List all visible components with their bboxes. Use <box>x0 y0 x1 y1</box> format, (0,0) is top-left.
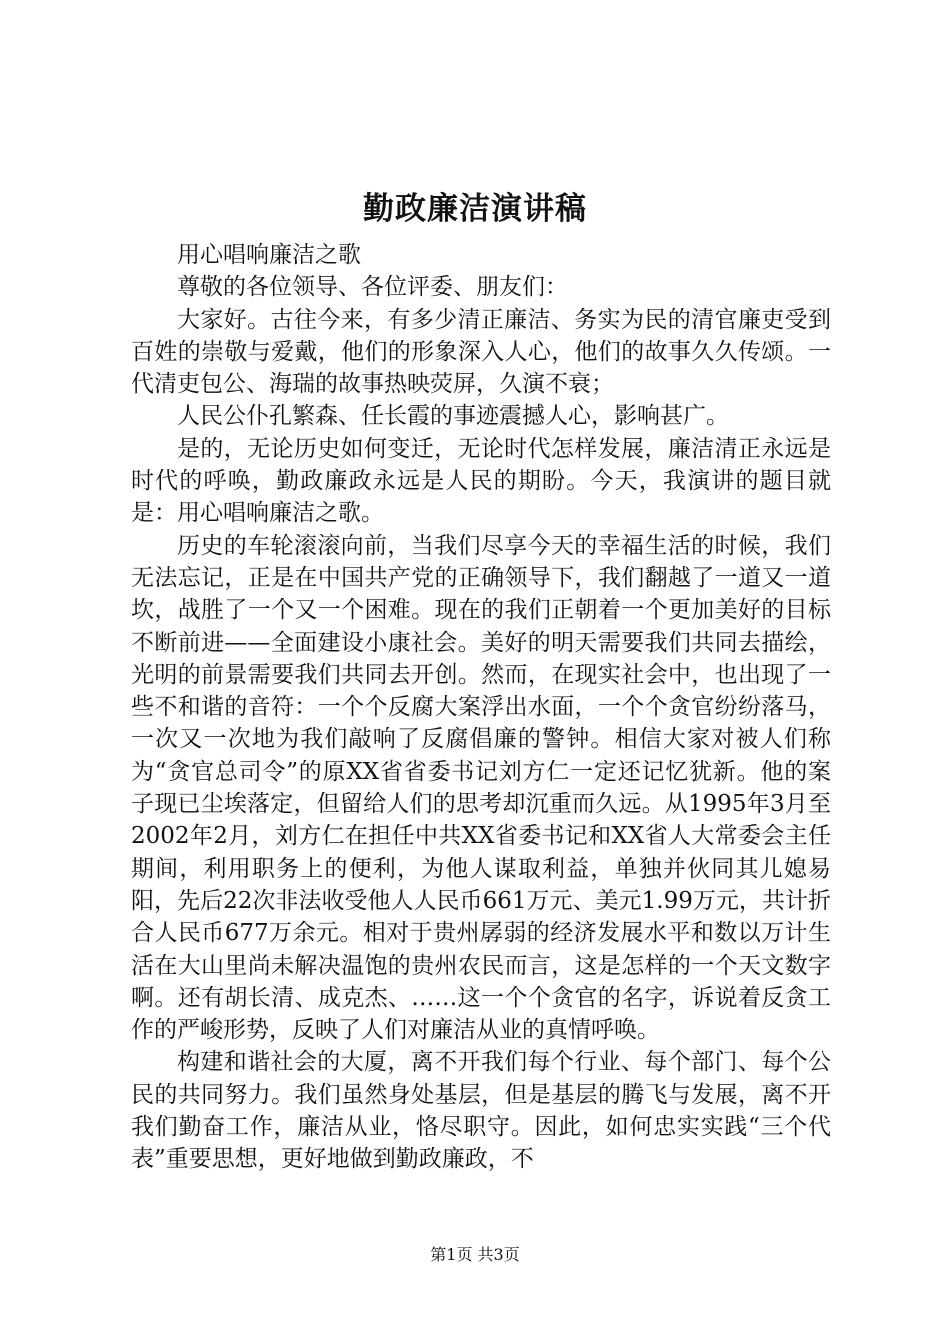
body-paragraph: 历史的车轮滚滚向前，当我们尽享今天的幸福生活的时候，我们无法忘记，正是在中国共产党的正确领导下，我们翻越了一道又一道坎，战胜了一个又一个困难。现在的我们正朝着一个更加美好的目标不断前进——全面建设小康社会。美好的明天需要我们共同去描绘，光明的前景需要我们共同去开创。然而，在现实社会中，也出现了一些不和谐的音符：一个个反腐大案浮出水面，一个个贪官纷纷落马，一次又一次地为我们敲响了反腐倡廉的警钟。相信大家对被人们称为“贪官总司令”的原XX省省委书记刘方仁一定还记忆犹新。他的案子现已尘埃落定，但留给人们的思考却沉重而久远。从1995年3月至2002年2月，刘方仁在担任中共XX省委书记和XX省人大常委会主任期间，利用职务上的便利，为他人谋取利益，单独并伙同其儿媳易阳，先后22次非法收受他人人民币661万元、美元1.99万元，共计折合人民币677万余元。相对于贵州孱弱的经济发展水平和数以万计生活在大山里尚未解决温饱的贵州农民而言，这是怎样的一个天文数字啊。还有胡长清、成克杰、……这一个个贪官的名字，诉说着反贪工作的严峻形势，反映了人们对廉洁从业的真情呼唤。 <box>131 532 831 1044</box>
document-title: 勤政廉洁演讲稿 <box>363 191 587 227</box>
salutation: 尊敬的各位领导、各位评委、朋友们： <box>177 274 568 301</box>
body-paragraph: 构建和谐社会的大厦，离不开我们每个行业、每个部门、每个公民的共同努力。我们虽然身处基层，但是基层的腾飞与发展，离不开我们勤奋工作，廉洁从业，恪尽职守。因此，如何忠实实践“三个代表”重要思想，更好地做到勤政廉政，不 <box>131 1049 831 1173</box>
page-number-footer: 第1页 共3页 <box>430 1245 520 1264</box>
body-paragraph: 大家好。古往今来，有多少清正廉洁、务实为民的清官廉吏受到百姓的崇敬与爱戴，他们的形象深入人心，他们的故事久久传颂。一代清吏包公、海瑞的故事热映荧屏，久演不衰； <box>131 306 831 398</box>
body-paragraph: 是的，无论历史如何变迁，无论时代怎样发展，廉洁清正永远是时代的呼唤，勤政廉政永远是人民的期盼。今天，我演讲的题目就是：用心唱响廉洁之歌。 <box>131 435 831 527</box>
body-paragraph: 人民公仆孔繁森、任长霞的事迹震撼人心，影响甚广。 <box>177 403 729 430</box>
speech-subtitle: 用心唱响廉洁之歌 <box>177 242 361 268</box>
document-body <box>131 239 831 1176</box>
